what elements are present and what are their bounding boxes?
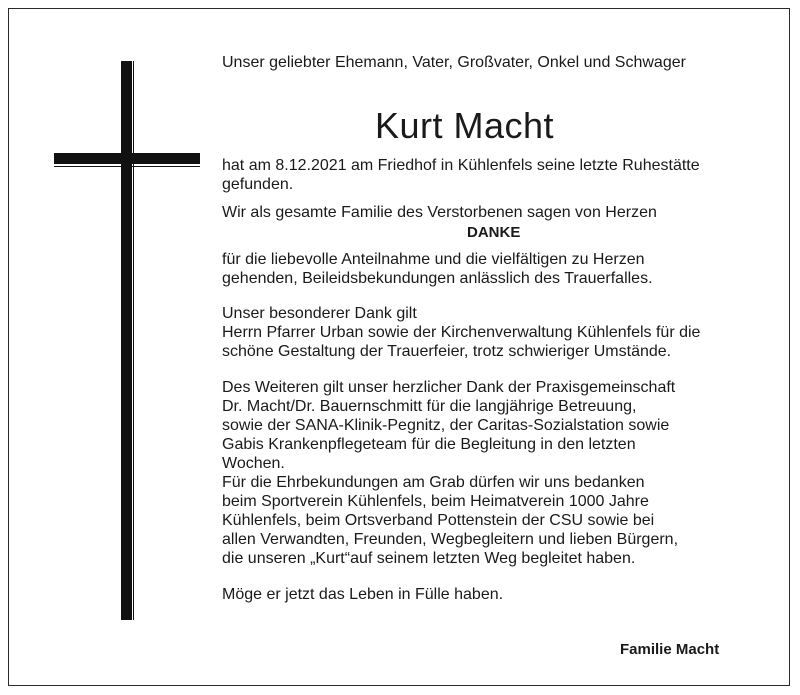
- further-thanks-line-1: Des Weiteren gilt unser herzlicher Dank der Praxisgemeinschaft: [222, 379, 676, 396]
- sympathy-line-1: für die liebevolle Anteilnahme und die vielfältigen zu Herzen: [222, 251, 645, 268]
- further-thanks-line-2: Dr. Macht/Dr. Bauernschmitt für die langjährige Betreuung,: [222, 398, 637, 415]
- further-thanks-line-9: allen Verwandten, Freunden, Wegbegleitern und lieben Bürgern,: [222, 531, 679, 548]
- further-thanks-line-10: die unseren „Kurt“auf seinem letzten Weg begleitet haben.: [222, 550, 636, 567]
- cross-crossbar: [54, 153, 200, 164]
- further-thanks-line-4: Gabis Krankenpflegeteam für die Begleitung in den letzten: [222, 436, 636, 453]
- special-thanks-line-1: Unser besonderer Dank gilt: [222, 305, 417, 322]
- burial-line-1: hat am 8.12.2021 am Friedhof in Kühlenfels seine letzte Ruhestätte: [222, 157, 700, 174]
- deceased-name: Kurt Macht: [375, 105, 555, 146]
- burial-line-2: gefunden.: [222, 176, 294, 193]
- special-thanks-line-3: schöne Gestaltung der Trauerfeier, trotz schwieriger Umstände.: [222, 343, 672, 360]
- danke-heading: DANKE: [467, 224, 521, 241]
- further-thanks-line-6: Für die Ehrbekundungen am Grab dürfen wir uns bedanken: [222, 474, 645, 491]
- special-thanks-line-2: Herrn Pfarrer Urban sowie der Kirchenverwaltung Kühlenfels für die: [222, 324, 701, 341]
- thanks-intro: Wir als gesamte Familie des Verstorbenen sagen von Herzen: [222, 204, 657, 221]
- further-thanks-line-5: Wochen.: [222, 455, 285, 472]
- signature: Familie Macht: [620, 641, 720, 658]
- cross-icon: [121, 61, 132, 620]
- further-thanks-line-3: sowie der SANA-Klinik-Pegnitz, der Caritas-Sozialstation sowie: [222, 417, 670, 434]
- further-thanks-line-8: Kühlenfels, beim Ortsverband Pottenstein der CSU sowie bei: [222, 512, 655, 529]
- intro-line: Unser geliebter Ehemann, Vater, Großvater, Onkel und Schwager: [222, 54, 686, 71]
- closing-line: Möge er jetzt das Leben in Fülle haben.: [222, 586, 504, 603]
- sympathy-line-2: gehenden, Beileidsbekundungen anlässlich des Trauerfalles.: [222, 270, 653, 287]
- further-thanks-line-7: beim Sportverein Kühlenfels, beim Heimatverein 1000 Jahre: [222, 493, 649, 510]
